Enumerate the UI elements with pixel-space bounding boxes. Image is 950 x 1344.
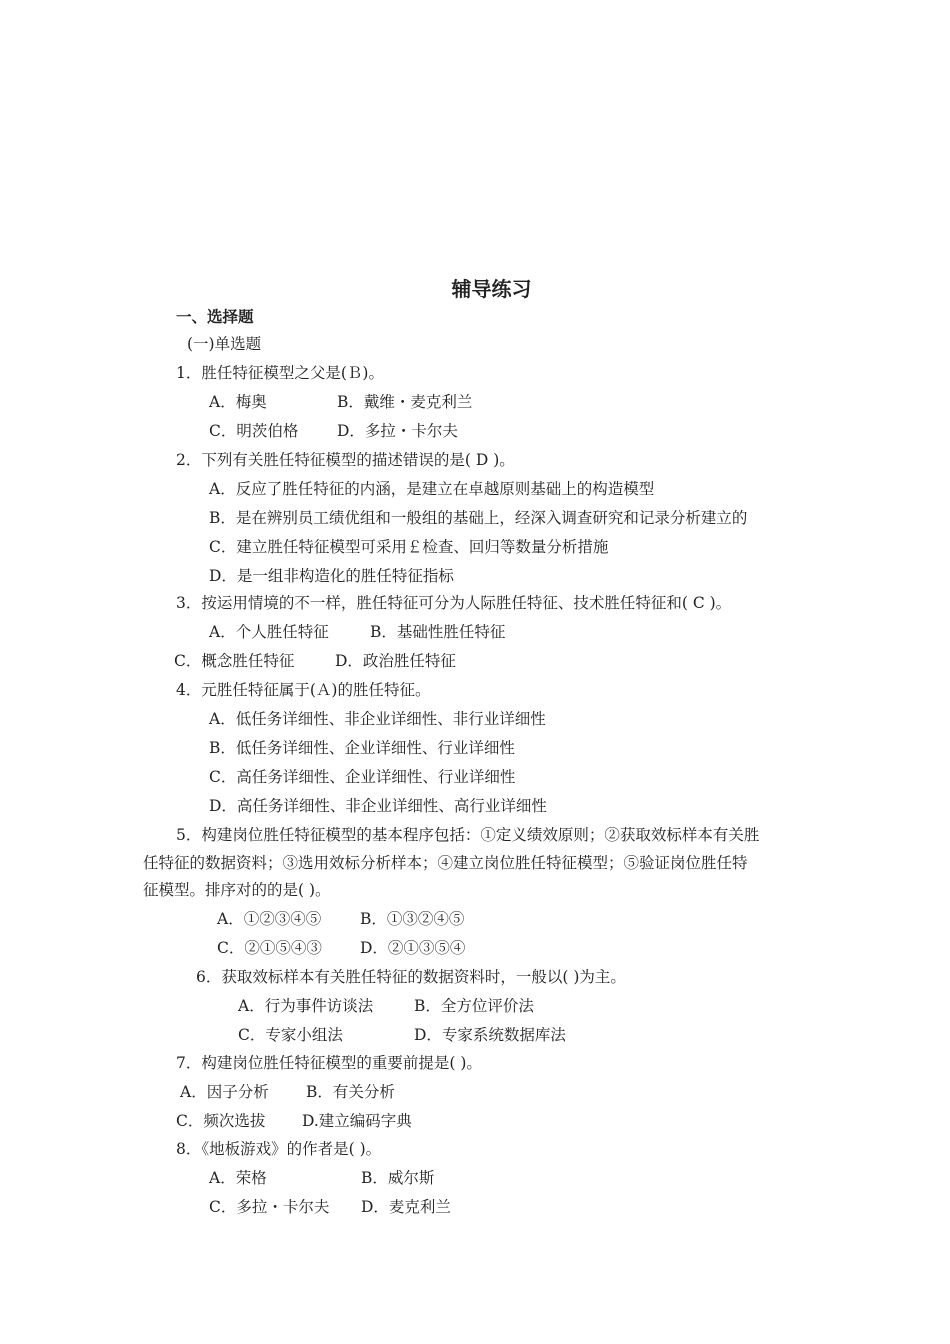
q2-option-c: C．建立胜任特征模型可采用￡检查、回归等数量分析措施 bbox=[209, 538, 609, 556]
q7-option-c: C．频次选拔 bbox=[176, 1112, 266, 1130]
q2-option-a: A．反应了胜任特征的内涵，是建立在卓越原则基础上的构造模型 bbox=[209, 480, 655, 498]
q5-option-a: A．①②③④⑤ bbox=[217, 910, 322, 928]
q6-option-b: B．全方位评价法 bbox=[414, 997, 534, 1015]
q5-option-c: C．②①⑤④③ bbox=[217, 939, 322, 957]
q4-option-b: B．低任务详细性、企业详细性、行业详细性 bbox=[209, 739, 515, 757]
q2-option-d: D．是一组非构造化的胜任特征指标 bbox=[209, 567, 454, 585]
q1-option-a: A．梅奥 bbox=[209, 393, 267, 411]
q4-option-a: A．低任务详细性、非企业详细性、非行业详细性 bbox=[209, 710, 546, 728]
q5-option-d: D．②①③⑤④ bbox=[360, 939, 466, 957]
subsection-heading: (一)单选题 bbox=[187, 335, 262, 353]
question-6: 6．获取效标样本有关胜任特征的数据资料时，一般以( )为主。 bbox=[196, 968, 626, 986]
question-2: 2．下列有关胜任特征模型的描述错误的是( D )。 bbox=[176, 451, 515, 469]
question-5-line-1: 5．构建岗位胜任特征模型的基本程序包括：①定义绩效原则；②获取效标样本有关胜 bbox=[176, 826, 760, 844]
q8-option-b: B．威尔斯 bbox=[361, 1169, 435, 1187]
q6-option-d: D．专家系统数据库法 bbox=[414, 1026, 566, 1044]
q2-option-b: B．是在辨别员工绩优组和一般组的基础上，经深入调查研究和记录分析建立的 bbox=[209, 509, 748, 527]
q5-option-b: B．①③②④⑤ bbox=[360, 910, 465, 928]
q7-option-a: A．因子分析 bbox=[180, 1083, 269, 1101]
q3-option-a: A．个人胜任特征 bbox=[209, 623, 329, 641]
q7-option-d: D.建立编码字典 bbox=[302, 1112, 412, 1130]
question-5-line-3: 征模型。排序对的的是( )。 bbox=[143, 881, 331, 899]
q1-option-b: B．戴维・麦克利兰 bbox=[337, 393, 473, 411]
question-7: 7．构建岗位胜任特征模型的重要前提是( )。 bbox=[176, 1054, 482, 1072]
question-1: 1．胜任特征模型之父是(Ｂ)。 bbox=[176, 364, 384, 382]
q8-option-c: C．多拉・卡尔夫 bbox=[209, 1198, 330, 1216]
q1-option-d: D．多拉・卡尔夫 bbox=[337, 422, 458, 440]
q7-option-b: B．有关分析 bbox=[306, 1083, 395, 1101]
q3-option-b: B．基础性胜任特征 bbox=[370, 623, 506, 641]
section-heading: 一、选择题 bbox=[176, 308, 254, 326]
question-4: 4．元胜任特征属于(Ａ)的胜任特征。 bbox=[176, 681, 431, 699]
q4-option-d: D．高任务详细性、非企业详细性、高行业详细性 bbox=[209, 797, 547, 815]
q8-option-a: A．荣格 bbox=[209, 1169, 267, 1187]
question-3: 3．按运用情境的不一样，胜任特征可分为人际胜任特征、技术胜任特征和( C )。 bbox=[176, 594, 732, 612]
q6-option-a: A．行为事件访谈法 bbox=[238, 997, 374, 1015]
q3-option-c: C．概念胜任特征 bbox=[174, 652, 295, 670]
question-8: 8．《地板游戏》的作者是( )。 bbox=[176, 1140, 382, 1158]
q4-option-c: C．高任务详细性、企业详细性、行业详细性 bbox=[209, 768, 516, 786]
q3-option-d: D．政治胜任特征 bbox=[335, 652, 456, 670]
q1-option-c: C．明茨伯格 bbox=[209, 422, 299, 440]
q6-option-c: C．专家小组法 bbox=[238, 1026, 343, 1044]
q8-option-d: D．麦克利兰 bbox=[361, 1198, 451, 1216]
question-5-line-2: 任特征的数据资料；③选用效标分析样本；④建立岗位胜任特征模型；⑤验证岗位胜任特 bbox=[143, 854, 748, 872]
page-title: 辅导练习 bbox=[451, 277, 532, 301]
